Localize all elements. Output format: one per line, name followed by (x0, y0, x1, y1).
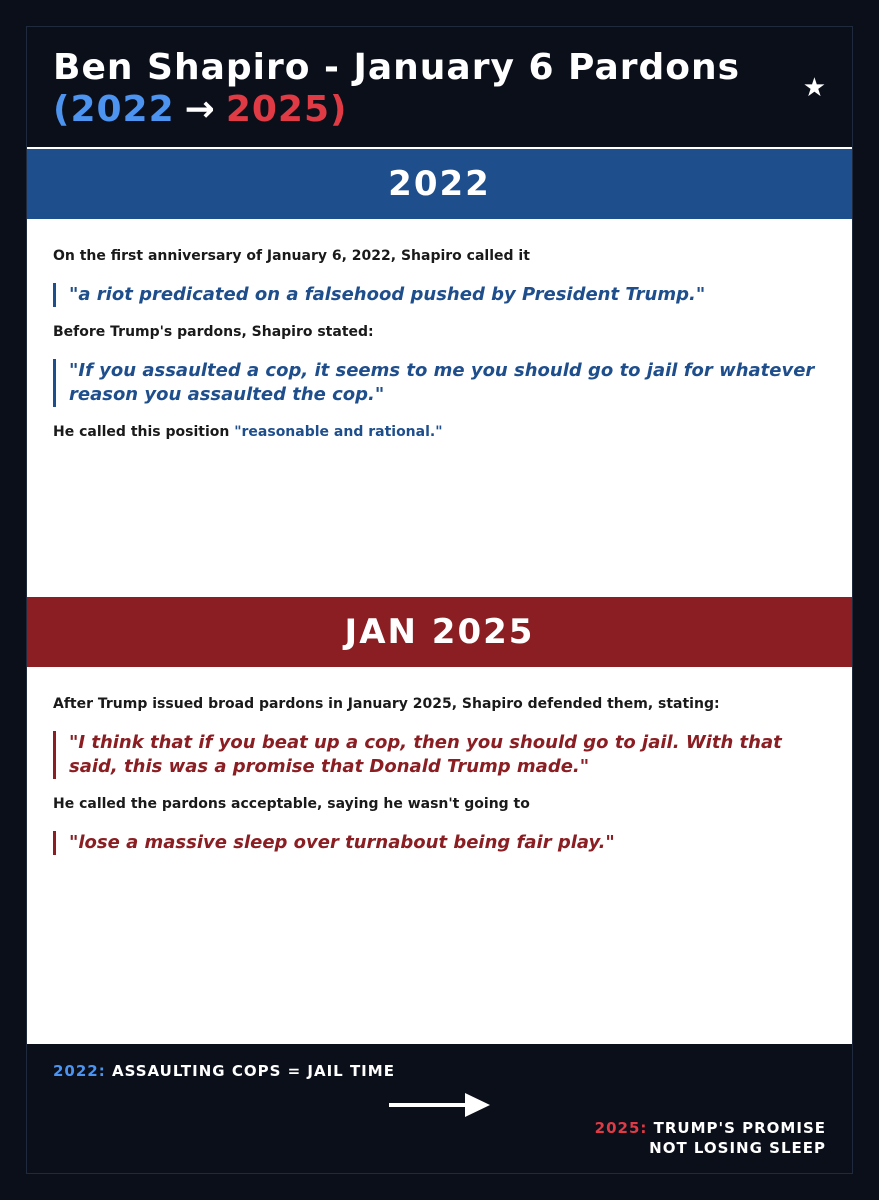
header (27, 27, 852, 147)
footer-right (595, 1118, 826, 1158)
right-arrow-icon (389, 1092, 491, 1118)
footer-left (53, 1062, 395, 1080)
subtitle-year-2025: 2025) (225, 89, 348, 130)
infographic-frame (26, 26, 853, 1174)
page-title: Ben Shapiro - January 6 Pardons (53, 47, 741, 88)
footer-left-text: ASSAULTING COPS = JAIL TIME (111, 1062, 395, 1080)
section-2025-line1: After Trump issued broad pardons in January 2025, Shapiro defended them, stating: (53, 696, 720, 712)
footer (27, 1044, 852, 1175)
section-2022-line3-text: He called this position (53, 424, 235, 440)
section-2025-line2: He called the pardons acceptable, saying he wasn't going to (53, 796, 530, 812)
section-2022-line1: On the first anniversary of January 6, 2022, Shapiro called it (53, 248, 530, 264)
section-2025-quote1: "I think that if you beat up a cop, then you should go to jail. With that said, this was a promise that Donald Trump made." (53, 731, 826, 779)
section-2022 (27, 149, 852, 598)
section-2025-heading: JAN 2025 (27, 597, 852, 667)
section-2025-quote2: "lose a massive sleep over turnabout being fair play." (53, 831, 826, 855)
footer-left-year: 2022: (53, 1062, 106, 1080)
subtitle-arrow-icon: → (184, 89, 216, 130)
footer-right-text1: TRUMP'S PROMISE (653, 1119, 826, 1137)
section-2025 (27, 597, 852, 1044)
section-2022-quote2: "If you assaulted a cop, it seems to me you should go to jail for whatever reason you assaulted the cop." (53, 359, 826, 407)
section-2022-heading: 2022 (27, 149, 852, 219)
footer-right-line1 (595, 1118, 826, 1138)
star-icon: ★ (802, 73, 826, 103)
section-2022-quote1: "a riot predicated on a falsehood pushed by President Trump." (53, 283, 826, 307)
section-2022-line2: Before Trump's pardons, Shapiro stated: (53, 324, 374, 340)
footer-right-text2: NOT LOSING SLEEP (649, 1139, 826, 1157)
page-subtitle (53, 89, 347, 131)
subtitle-year-2022: (2022 (53, 89, 175, 130)
footer-right-year: 2025: (594, 1119, 648, 1137)
section-2022-line3 (53, 422, 826, 442)
section-2022-line3-highlight: "reasonable and rational." (234, 424, 443, 440)
